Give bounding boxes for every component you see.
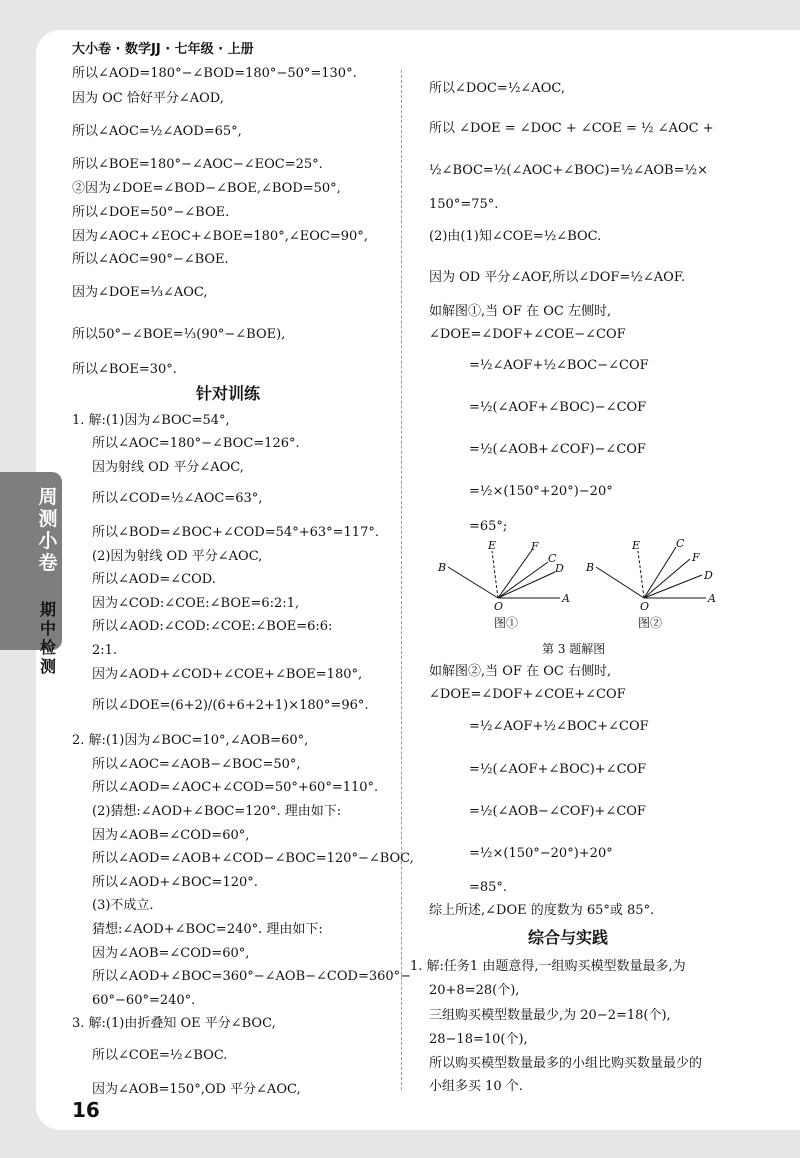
column-divider	[401, 70, 402, 1090]
fig2-label-B: B	[586, 561, 595, 574]
right-text-line: =85°.	[469, 880, 508, 895]
right-text-line: 所以∠DOC=½∠AOC,	[429, 81, 565, 96]
left-text-line: 所以∠COD=½∠AOC=63°,	[92, 491, 263, 506]
left-text-line: 2. 解:(1)因为∠BOC=10°,∠AOB=60°,	[72, 733, 309, 748]
left-text-line: 3. 解:(1)由折叠知 OE 平分∠BOC,	[72, 1016, 276, 1031]
left-text-line: 因为∠AOB=∠COD=60°,	[92, 946, 250, 961]
left-text-line: 因为∠AOB=150°,OD 平分∠AOC,	[92, 1082, 301, 1097]
left-text-line: 因为∠AOC+∠EOC+∠BOE=180°,∠EOC=90°,	[72, 229, 368, 244]
right-text-line: 因为 OD 平分∠AOF,所以∠DOF=½∠AOF.	[429, 270, 685, 285]
left-text-line: 1. 解:(1)因为∠BOC=54°,	[72, 413, 230, 428]
left-text-line: 所以∠AOD=∠COD.	[92, 572, 216, 587]
right-text-line: 150°=75°.	[429, 197, 499, 212]
fig2-label-O: O	[640, 600, 650, 613]
left-text-line: 因为∠AOB=∠COD=60°,	[92, 828, 250, 843]
fig2-label-C: C	[676, 537, 685, 550]
left-text-line: 所以∠DOE=(6+2)/(6+6+2+1)×180°=96°.	[92, 698, 369, 713]
left-text-line: 因为∠DOE=⅓∠AOC,	[72, 285, 208, 300]
left-text-line: 因为∠AOD+∠COD+∠COE+∠BOE=180°,	[92, 667, 363, 682]
left-text-line: 所以∠DOE=50°−∠BOE.	[72, 205, 230, 220]
left-text-line: 因为 OC 恰好平分∠AOD,	[72, 91, 224, 106]
left-text-line: ②因为∠DOE=∠BOD−∠BOE,∠BOD=50°,	[72, 181, 341, 196]
left-text-line: 所以∠AOD=∠AOC+∠COD=50°+60°=110°.	[92, 780, 379, 795]
right-text-line: =½×(150°+20°)−20°	[469, 484, 613, 499]
fig2-caption: 图②	[638, 616, 663, 630]
right-text-line: 三组购买模型数量最少,为 20−2=18(个),	[429, 1008, 671, 1023]
right-text-line: =½∠AOF+½∠BOC−∠COF	[469, 358, 649, 373]
right-text-line: 第 3 题解图	[542, 642, 606, 656]
page-number: 16	[72, 1098, 100, 1122]
left-text-line: 所以∠AOD+∠BOC=360°−∠AOB−∠COD=360°−	[92, 969, 412, 984]
right-text-line: 所以 ∠DOE = ∠DOC + ∠COE = ½ ∠AOC +	[429, 121, 714, 136]
left-text-line: 所以∠AOC=∠AOB−∠BOC=50°,	[92, 757, 301, 772]
right-text-line: 综上所述,∠DOE 的度数为 65°或 85°.	[429, 903, 655, 918]
left-text-line: 所以∠AOC=½∠AOD=65°,	[72, 124, 242, 139]
left-text-line: 因为射线 OD 平分∠AOC,	[92, 460, 244, 475]
right-text-line: =½(∠AOF+∠BOC)−∠COF	[469, 400, 647, 415]
left-text-line: (3)不成立.	[92, 898, 154, 913]
left-text-line: 所以∠BOE=180°−∠AOC−∠EOC=25°.	[72, 157, 323, 172]
right-text-line: 如解图①,当 OF 在 OC 左侧时,	[429, 304, 612, 319]
right-text-line: ∠DOE=∠DOF+∠COE+∠COF	[429, 687, 626, 702]
right-text-line: =½(∠AOB+∠COF)−∠COF	[469, 442, 646, 457]
left-text-line: 所以∠COE=½∠BOC.	[92, 1048, 228, 1063]
left-text-line: 猜想:∠AOD+∠BOC=240°. 理由如下:	[92, 922, 323, 937]
right-text-line: =½(∠AOB−∠COF)+∠COF	[469, 804, 646, 819]
left-heading: 针对训练	[196, 384, 261, 403]
right-text-line: ½∠BOC=½(∠AOC+∠BOC)=½∠AOB=½×	[429, 163, 708, 178]
right-text-line: 20+8=28(个),	[429, 983, 520, 998]
right-text-line: 所以购买模型数量最多的小组比购买数量最少的	[429, 1056, 703, 1071]
figure-1	[430, 535, 590, 635]
right-text-line: ∠DOE=∠DOF+∠COE−∠COF	[429, 327, 626, 342]
fig2-label-A: A	[708, 592, 716, 605]
fig1-label-D: D	[555, 562, 564, 575]
fig1-caption: 图①	[494, 616, 519, 630]
side-tab-secondary: 期中检测	[39, 600, 56, 676]
right-text-line: =½×(150°−20°)+20°	[469, 846, 613, 861]
right-text-line: 28−18=10(个),	[429, 1032, 528, 1047]
left-text-line: 所以∠BOE=30°.	[72, 362, 177, 377]
right-text-line: =½(∠AOF+∠BOC)+∠COF	[469, 762, 647, 777]
left-text-line: 2:1.	[92, 643, 118, 658]
fig1-label-C: C	[548, 552, 557, 565]
left-text-line: (2)猜想:∠AOD+∠BOC=120°. 理由如下:	[92, 804, 342, 819]
left-text-line: 所以∠AOC=90°−∠BOE.	[72, 252, 229, 267]
fig2-label-E: E	[632, 539, 641, 552]
right-text-line: 1. 解:任务1 由题意得,一组购买模型数量最多,为	[410, 959, 686, 974]
left-text-line: 所以∠AOD=180°−∠BOD=180°−50°=130°.	[72, 66, 357, 81]
fig1-label-A: A	[562, 592, 570, 605]
fig1-label-E: E	[488, 539, 497, 552]
left-text-line: 所以∠AOD:∠COD:∠COE:∠BOE=6:6:	[92, 619, 333, 634]
right-text-line: (2)由(1)知∠COE=½∠BOC.	[429, 229, 602, 244]
fig1-label-F: F	[531, 540, 539, 553]
right-text-line: 小组多买 10 个.	[429, 1079, 523, 1094]
fig1-label-B: B	[438, 561, 447, 574]
fig2-label-F: F	[692, 551, 700, 564]
left-text-line: (2)因为射线 OD 平分∠AOC,	[92, 549, 263, 564]
fig1-label-O: O	[494, 600, 504, 613]
running-header: 大小卷 · 数学JJ · 七年级 · 上册	[72, 42, 254, 57]
fig2-label-D: D	[704, 569, 713, 582]
left-text-line: 60°−60°=240°.	[92, 993, 196, 1008]
figure-2	[580, 535, 740, 635]
right-text-line: =65°;	[469, 519, 508, 534]
left-text-line: 所以∠AOC=180°−∠BOC=126°.	[92, 436, 300, 451]
left-text-line: 所以50°−∠BOE=⅓(90°−∠BOE),	[72, 327, 286, 342]
left-text-line: 所以∠BOD=∠BOC+∠COD=54°+63°=117°.	[92, 525, 379, 540]
right-text-line: 如解图②,当 OF 在 OC 右侧时,	[429, 664, 612, 679]
side-tab-primary: 周测小卷	[38, 486, 58, 574]
left-text-line: 所以∠AOD=∠AOB+∠COD−∠BOC=120°−∠BOC,	[92, 851, 414, 866]
left-text-line: 因为∠COD:∠COE:∠BOE=6:2:1,	[92, 596, 300, 611]
right-text-line: =½∠AOF+½∠BOC+∠COF	[469, 719, 649, 734]
right-heading: 综合与实践	[528, 928, 609, 947]
left-text-line: 所以∠AOD+∠BOC=120°.	[92, 875, 258, 890]
